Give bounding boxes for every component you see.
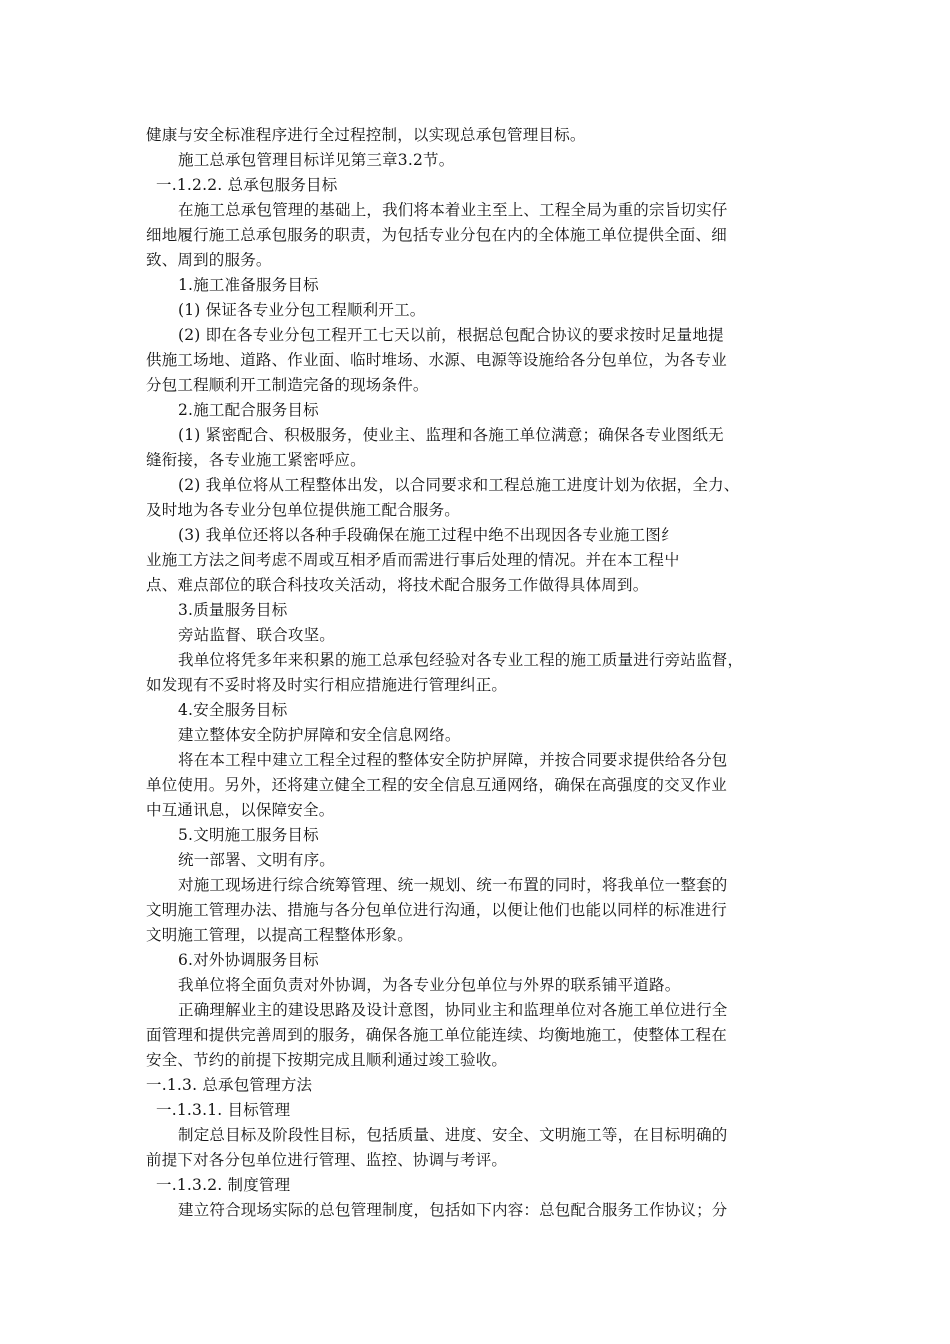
text-line: 对施工现场进行综合统筹管理、统一规划、统一布置的同时，将我单位一整套的 — [178, 876, 728, 894]
text-line: 点、难点部位的联合科技攻关活动，将技术配合服务工作做得具体周到。 — [146, 576, 649, 594]
section-heading: 一.1.3.1. 目标管理 — [156, 1101, 291, 1119]
text-line: (3) 我单位还将以各种手段确保在施工过程中绝不出现因各专业施工图纟 — [178, 526, 677, 544]
text-line: (2) 即在各专业分包工程开工七天以前，根据总包配合协议的要求按时足量地提 — [178, 326, 724, 344]
text-line: 前提下对各分包单位进行管理、监控、协调与考评。 — [146, 1151, 508, 1169]
text-line: 制定总目标及阶段性目标，包括质量、进度、安全、文明施工等，在目标明确的 — [178, 1126, 728, 1144]
section-heading: 一.1.2.2. 总承包服务目标 — [156, 176, 338, 194]
text-line: 缝衔接，各专业施工紧密呼应。 — [146, 451, 366, 469]
text-line: 旁站监督、联合攻坚。 — [178, 626, 336, 644]
text-line: 健康与安全标准程序进行全过程控制，以实现总承包管理目标。 — [146, 126, 586, 144]
text-line: 供施工场地、道路、作业面、临时堆场、水源、电源等设施给各分包单位，为各专业 — [146, 351, 727, 369]
subsection-heading: 4.安全服务目标 — [178, 701, 288, 719]
subsection-heading: 6.对外协调服务目标 — [178, 951, 319, 969]
text-line: (2) 我单位将从工程整体出发，以合同要求和工程总施工进度计划为依据，全力、 — [178, 476, 740, 494]
subsection-heading: 5.文明施工服务目标 — [178, 826, 319, 844]
text-line: 统一部署、文明有序。 — [178, 851, 336, 869]
text-line: 将在本工程中建立工程全过程的整体安全防护屏障，并按合同要求提供给各分包 — [178, 751, 728, 769]
text-line: 及时地为各专业分包单位提供施工配合服务。 — [146, 501, 461, 519]
text-line: 正确理解业主的建设思路及设计意图，协同业主和监理单位对各施工单位进行全 — [178, 1001, 728, 1019]
subsection-heading: 3.质量服务目标 — [178, 601, 288, 619]
text-line: 致、周到的服务。 — [146, 251, 272, 269]
text-line: 业施工方法之间考虑不周或互相矛盾而需进行事后处理的情况。并在本工程屮 — [146, 551, 680, 569]
text-line: (1) 保证各专业分包工程顺利开工。 — [178, 301, 426, 319]
text-line: 建立符合现场实际的总包管理制度，包括如下内容：总包配合服务工作协议；分 — [178, 1201, 728, 1219]
text-line: 文明施工管理办法、措施与各分包单位进行沟通，以便让他们也能以同样的标准进行 — [146, 901, 727, 919]
text-line: 细地履行施工总承包服务的职责，为包括专业分包在内的全体施工单位提供全面、细 — [146, 226, 727, 244]
subsection-heading: 1.施工准备服务目标 — [178, 276, 319, 294]
text-line: 建立整体安全防护屏障和安全信息网络。 — [178, 726, 461, 744]
text-line: 如发现有不妥时将及时实行相应措施进行管理纠正。 — [146, 676, 508, 694]
text-line: 施工总承包管理目标详见第三章3.2节。 — [178, 151, 455, 169]
text-line: 我单位将全面负责对外协调，为各专业分包单位与外界的联系铺平道路。 — [178, 976, 681, 994]
text-line: 面管理和提供完善周到的服务，确保各施工单位能连续、均衡地施工，使整体工程在 — [146, 1026, 727, 1044]
text-line: 单位使用。另外，还将建立健全工程的安全信息互通网络，确保在高强度的交叉作业 — [146, 776, 727, 794]
section-heading: 一.1.3. 总承包管理方法 — [146, 1076, 313, 1094]
text-line: 中互通讯息，以保障安全。 — [146, 801, 335, 819]
subsection-heading: 2.施工配合服务目标 — [178, 401, 319, 419]
text-line: 分包工程顺利开工制造完备的现场条件。 — [146, 376, 429, 394]
text-line: 我单位将凭多年来积累的施工总承包经验对各专业工程的施工质量进行旁站监督， — [178, 651, 744, 669]
text-line: 安全、节约的前提下按期完成且顺利通过竣工验收。 — [146, 1051, 508, 1069]
section-heading: 一.1.3.2. 制度管理 — [156, 1176, 291, 1194]
text-line: (1) 紧密配合、积极服务，使业主、监理和各施工单位满意；确保各专业图纸无 — [178, 426, 724, 444]
text-line: 文明施工管理，以提高工程整体形象。 — [146, 926, 413, 944]
text-line: 在施工总承包管理的基础上，我们将本着业主至上、工程全局为重的宗旨切实仔 — [178, 201, 728, 219]
